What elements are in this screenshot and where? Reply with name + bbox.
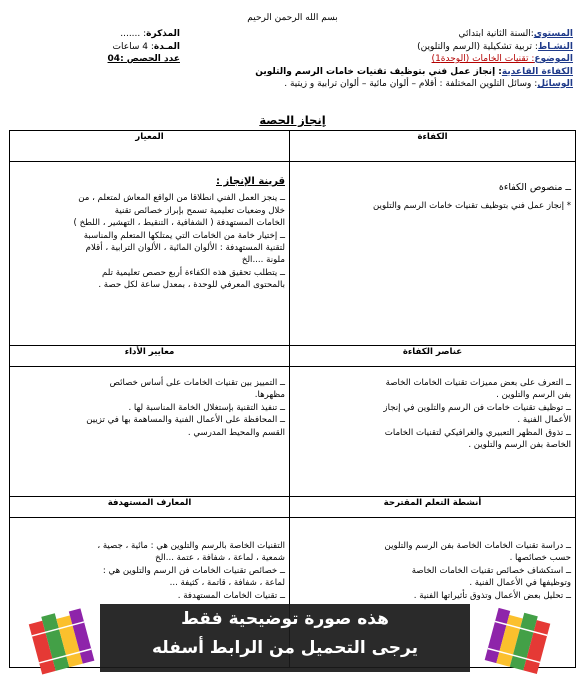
page-title: إنجاز الحصة [259, 113, 326, 127]
list-item: ملونة ....الخ [241, 255, 285, 266]
header-info-right [203, 28, 573, 91]
activities-header: أنشطة التعلم المقترحة [290, 497, 576, 518]
list-item: حسب خصائصها . [509, 553, 571, 564]
banner-line-1: هذه صورة توضيحية فقط [181, 609, 389, 629]
list-item: الخامات المستهدفة ( الشفافية ، التنقيط ، التهشير ، اللطخ ) [73, 218, 285, 229]
list-item: الخاصة بفن الرسم والتلوين . [468, 440, 571, 451]
competency-cell [290, 162, 576, 346]
list-item: ــ دراسة تقنيات الخامات الخاصة بفن الرسم والتلوين [384, 541, 571, 551]
base-competency-label: الكفاءة القاعدية [501, 66, 573, 77]
list-item: بالمحتوى المعرفي للوحدة ، بمعدل ساعة لكل حصة . [98, 280, 285, 291]
list-item: ــ التمييز بين تقنيات الخامات على أساس خصائص [109, 378, 285, 388]
lesson-table [9, 130, 576, 668]
list-item: ــ المحافظة على الأعمال الفنية والمساهمة بها في تزيين [86, 415, 285, 426]
criterion-cell [10, 162, 290, 346]
list-item: لماعة ، شفافة ، قاتمة ، كثيفة ... [169, 578, 285, 589]
basmala: بسم الله الرحمن الرحيم [247, 13, 338, 23]
books-icon [28, 600, 98, 680]
list-item: ــ تذوق المظهر التعبيري والغرافيكي لتقنيات الخامات [384, 427, 571, 438]
indicator-list [14, 192, 285, 291]
table-row [10, 162, 576, 346]
list-item: بفن الرسم والتلوين . [496, 390, 571, 401]
list-item: خلال وضعيات تعليمية تسمح بإبراز خصائص تقنية [114, 205, 285, 216]
header-info-left [30, 28, 180, 66]
duration-label: المـدة [153, 41, 180, 52]
activity-label: النشـاط [537, 41, 573, 52]
duration-value: : 4 ساعات [112, 41, 154, 52]
level-value: :السنة الثانية ابتدائي [458, 29, 534, 39]
means-label: الوسائل [537, 79, 573, 89]
memo-line [30, 28, 180, 41]
list-item: ــ توظيف تقنيات خامات فن الرسم والتلوين في إنجاز [383, 402, 571, 413]
memo-label: المذكرة [146, 29, 180, 39]
list-item: مظهرها. [254, 390, 285, 401]
competency-header: الكفاءة [290, 131, 576, 162]
list-item: ــ تنفيذ التقنية بإستغلال الخامة المناسبة لها . [128, 402, 285, 413]
table-row [10, 367, 576, 497]
list-item: ــ تقنيات الخامات المستهدفة . [177, 590, 285, 601]
topic-line [203, 53, 573, 66]
list-item: القسم والمحيط المدرسي . [187, 427, 285, 438]
list-item: وتوظيفها في الأعمال الفنية . [469, 578, 571, 589]
level-label: المستوى [533, 29, 573, 39]
list-item: ــ التعرف على بعض مميزات تقنيات الخامات الخاصة [385, 378, 571, 388]
competency-body: * إنجاز عمل فني بتوظيف تقنيات خامات الرسم والتلوين [373, 201, 571, 212]
performance-header: معايير الأداء [10, 346, 290, 367]
duration-line [30, 41, 180, 54]
elements-header: عناصر الكفاءة [290, 346, 576, 367]
competency-title: ــ منصوص الكفاءة [498, 182, 571, 193]
sessions-line [30, 53, 180, 66]
criterion-header: المعيار [10, 131, 290, 162]
topic-value: : تقنيات الخامات (الوحدة1) [431, 54, 535, 64]
list-item: شمعية ، لماعة ، شفافة ، عتمة ...الخ [155, 553, 285, 564]
list-item: التقنيات الخاصة بالرسم والتلوين هي : مائية ، جصية ، [97, 541, 285, 551]
table-header-row [10, 131, 576, 162]
list-item: ــ تحليل بعض الأعمال وتذوق تأثيراتها الفنية . [413, 590, 571, 601]
table-subheader-row [10, 346, 576, 367]
base-competency-value: : إنجاز عمل فني بتوظيف تقنيات خامات الرسم والتلوين [255, 66, 502, 77]
means-line [203, 78, 573, 91]
level-line [203, 28, 573, 41]
list-item: لتقنية المستهدفة : الألوان المائية ، الألوان الترابية ، أقلام [85, 243, 285, 254]
table-subheader-row [10, 497, 576, 518]
list-item: ــ استكشاف خصائص تقنيات الخامات الخاصة [411, 565, 571, 576]
list-item: ــ إختيار خامة من الخامات التي يمتلكها المتعلم والمناسبة [83, 230, 285, 241]
indicator-title: قرينة الإنجاز : [216, 176, 285, 187]
base-competency-line [203, 66, 573, 79]
list-item: ــ ينجز العمل الفني انطلاقا من الواقع المعاش لمتعلم ، من [78, 193, 285, 204]
banner-line-2: يرجى التحميل من الرابط أسفله [151, 638, 419, 658]
activity-value: : تربية تشكيلية (الرسم والتلوين) [417, 41, 538, 52]
books-icon [483, 600, 553, 680]
elements-cell [290, 367, 576, 497]
memo-value: : ....... [120, 29, 147, 39]
performance-cell [10, 367, 290, 497]
topic-label: الموضوع [534, 54, 573, 64]
list-item: ــ يتطلب تحقيق هذه الكفاءة أربع حصص تعليمية تلم [102, 267, 285, 278]
sessions-label: عدد الحصص :04 [107, 54, 180, 64]
list-item: الأعمال الفنية . [517, 415, 571, 426]
activity-line [203, 41, 573, 54]
list-item: ــ خصائص تقنيات الخامات فن الرسم والتلوين هي : [102, 565, 285, 576]
knowledge-header: المعارف المستهدفة [10, 497, 290, 518]
means-value: : وسائل التلوين المختلفة : أقلام – ألوان مائية – ألوان ترابية و زيتية . [284, 79, 538, 89]
